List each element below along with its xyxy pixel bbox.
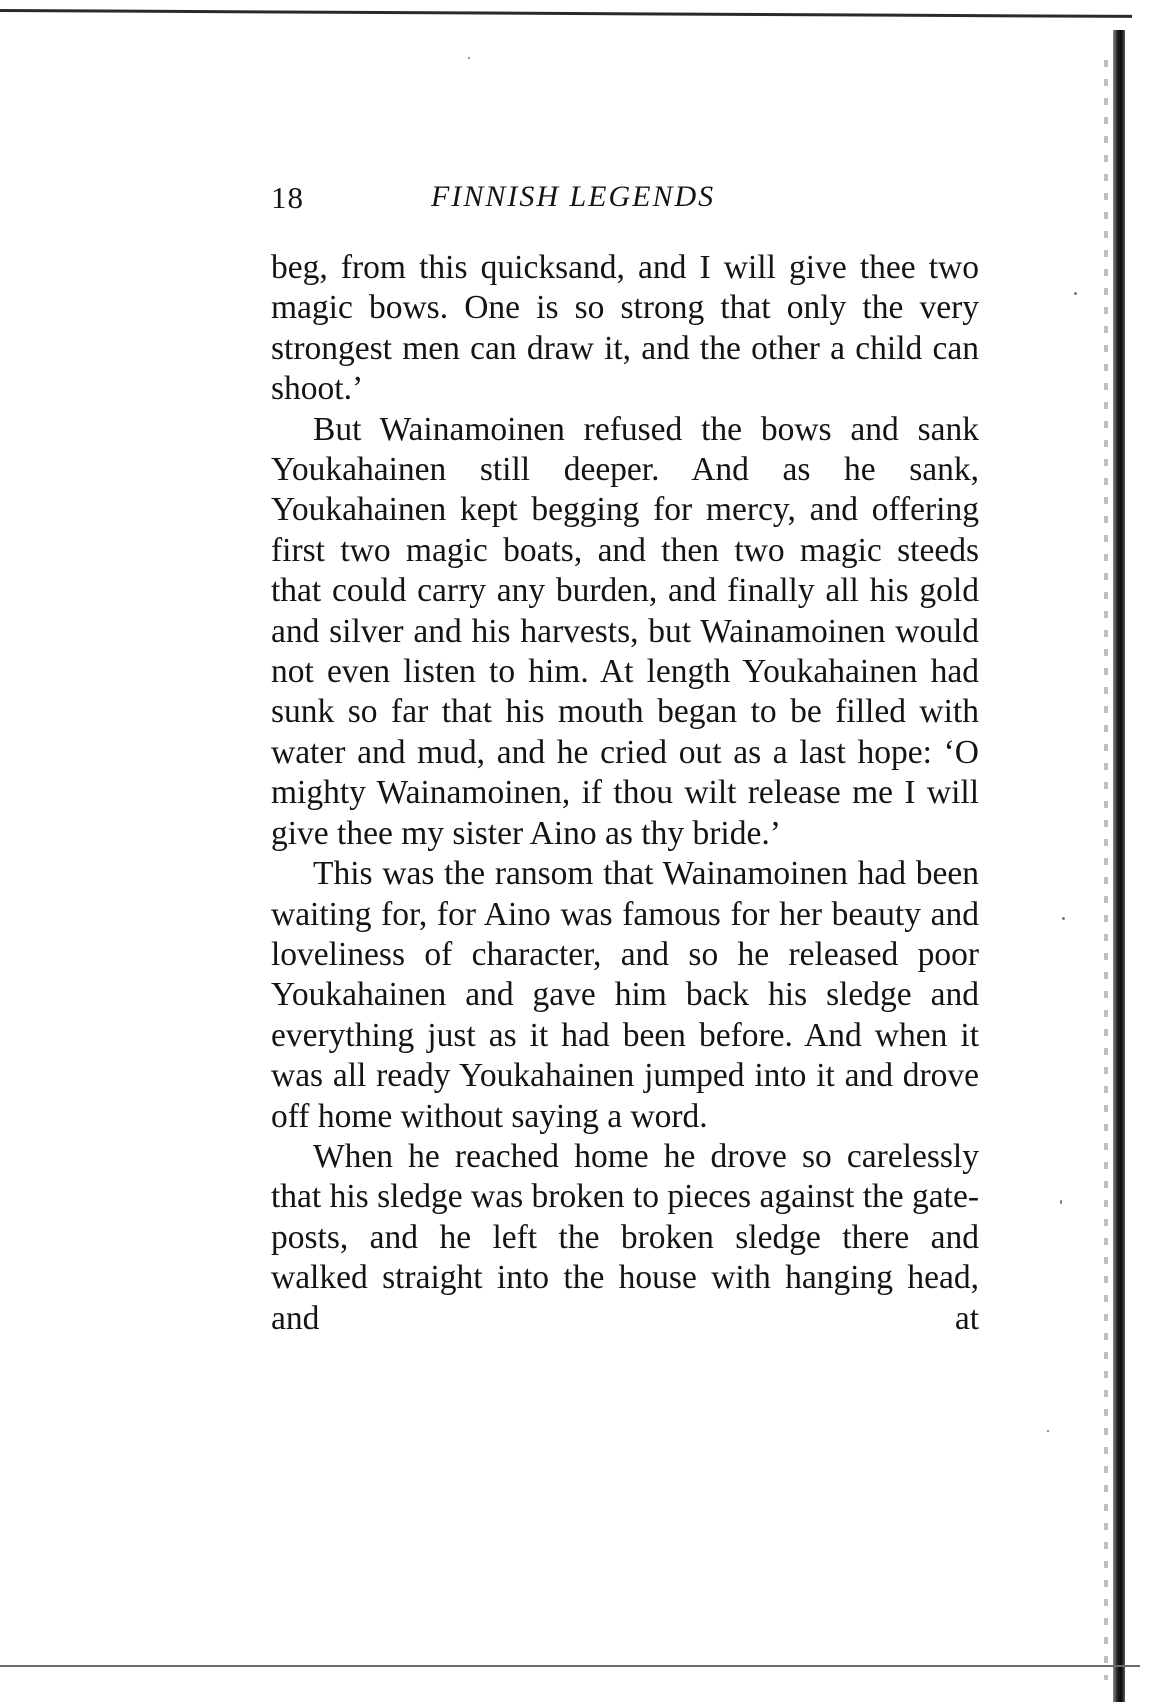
scan-speck bbox=[1062, 917, 1065, 920]
binding-spine bbox=[1113, 30, 1125, 1702]
paragraph-4: When he reached home he drove so carelessly that his sledge was broken to pieces against the gate-posts, and he left the broken sledge there and walked straight into the house with hanging head, and at bbox=[271, 1137, 979, 1337]
paragraph-3: This was the ransom that Wainamoinen had been waiting for, for Aino was famous for her beauty and loveliness of character, and so he released poor Youkahainen and gave him back his sledge and everything just as it had been before. And when it was all ready Youkahainen jumped into it and drove off home without saying a word. bbox=[271, 855, 979, 1135]
running-head bbox=[271, 180, 791, 226]
scan-speck bbox=[1060, 1200, 1062, 1204]
binding-shadow bbox=[1104, 60, 1108, 1680]
page-number: 18 bbox=[271, 180, 304, 215]
paragraph-1: beg, from this quicksand, and I will give thee two magic bows. One is so strong that only the very strongest men can draw it, and the other a child can shoot.’ bbox=[271, 249, 979, 408]
paragraph-2: But Wainamoinen refused the bows and sank Youkahainen still deeper. And as he sank, Youkahainen kept begging for mercy, and offering first two magic boats, and then two magic steeds that could carry any burden, and finally all his gold and silver and his harvests, but Wainamoinen would not even listen to him. At length Youkahainen had sunk so far that his mouth began to be filled with water and mud, and he cried out as a last hope: ‘O mighty Wainamoinen, if thou wilt release me I will give thee my sister Aino as thy bride.’ bbox=[271, 410, 979, 852]
body-text bbox=[271, 248, 979, 1339]
scan-speck bbox=[1074, 292, 1077, 295]
running-title: FINNISH LEGENDS bbox=[431, 180, 716, 213]
scan-speck bbox=[1047, 1430, 1049, 1432]
scan-speck bbox=[468, 57, 470, 59]
bottom-rule bbox=[0, 1665, 1140, 1667]
top-rule bbox=[0, 9, 1132, 18]
